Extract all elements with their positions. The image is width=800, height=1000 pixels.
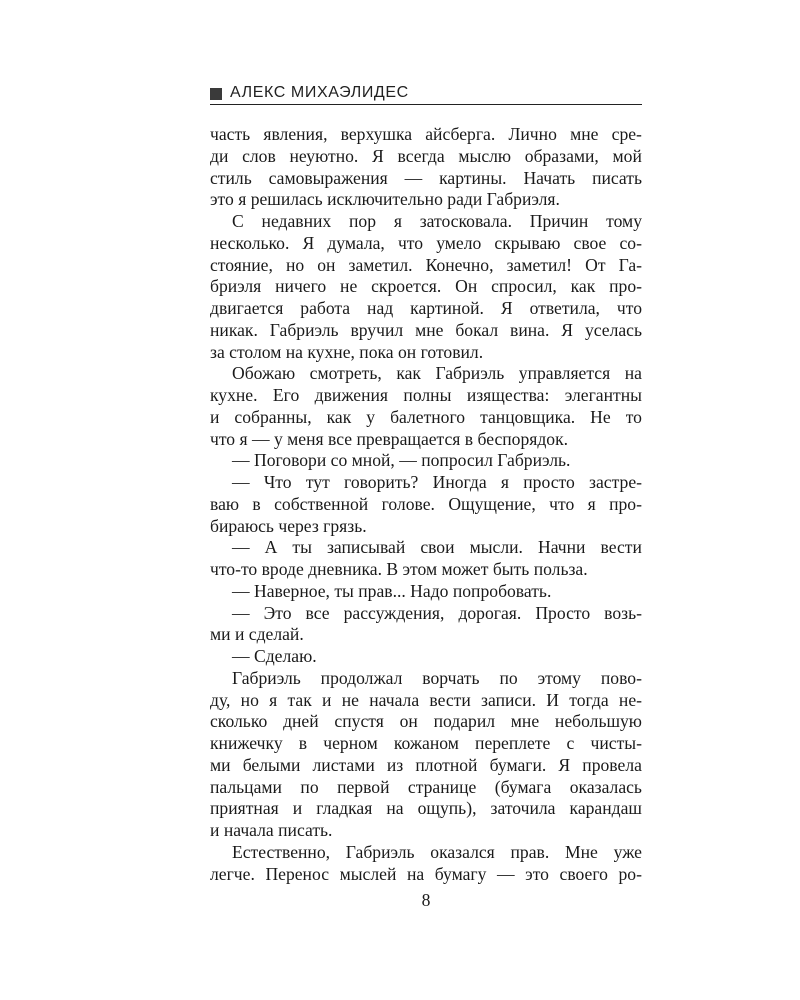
word: подарил [433, 711, 496, 732]
word: этому [537, 667, 581, 688]
word: голове. [381, 493, 435, 514]
word: мыслю [458, 145, 512, 166]
word: карандаш [569, 798, 642, 819]
text-line [210, 603, 642, 625]
word: кухне. [210, 385, 258, 405]
word: ворчать [422, 667, 480, 688]
text-line [210, 146, 642, 168]
word: не- [618, 689, 642, 710]
word: переплете [475, 733, 551, 753]
word: ты [292, 537, 312, 558]
word: и [210, 406, 220, 427]
word: мне [415, 319, 444, 340]
word: в [252, 493, 261, 514]
text-line [210, 777, 642, 799]
text-line [210, 842, 642, 864]
text-line [210, 276, 642, 298]
word: первой [337, 776, 390, 797]
text-line [210, 233, 642, 255]
word: картины. [439, 167, 507, 188]
word: рассуждения, [343, 602, 445, 623]
word: вина. [510, 319, 550, 340]
word: сколько [210, 711, 268, 732]
word: стояние, [210, 254, 273, 275]
word: Я [561, 319, 574, 340]
word: неуютно. [289, 145, 359, 166]
word: стиль [210, 167, 252, 188]
word: Причин [529, 211, 589, 231]
word: черном [323, 733, 378, 753]
word: С [232, 211, 244, 231]
word: просто [523, 472, 575, 492]
word: собственной [274, 493, 369, 514]
body-text [210, 124, 642, 885]
text-line [210, 385, 642, 407]
word: ду, [210, 689, 231, 710]
text-line: это я решилась исключительно ради Габриэля. [210, 189, 560, 210]
word: — [496, 863, 515, 884]
word: айсберга. [425, 124, 496, 144]
text-line [210, 864, 642, 886]
word: у [366, 406, 376, 427]
word: явления, [263, 124, 328, 144]
word: Не [590, 406, 611, 427]
word: скрываю [494, 232, 561, 253]
word: записывай [326, 537, 406, 558]
text-line [210, 320, 642, 342]
word: я [500, 472, 509, 492]
word: верхушка [340, 124, 413, 144]
word: что [397, 232, 424, 253]
word: записи. [481, 689, 537, 710]
word: пово- [600, 667, 642, 688]
word: ро- [618, 863, 642, 884]
word: над [367, 298, 394, 318]
word: спустя [334, 711, 384, 732]
word: тогда [569, 689, 609, 710]
word: не [341, 689, 359, 710]
word: вести [429, 689, 471, 710]
text-line: и начала писать. [210, 820, 333, 840]
word: бумагу [434, 863, 487, 884]
text-line [210, 168, 642, 190]
word: Что [263, 472, 292, 492]
word: Я [372, 145, 384, 166]
word: Это [263, 602, 292, 623]
word: мой [612, 145, 642, 166]
word: но [240, 689, 259, 710]
word: двигается [210, 298, 284, 318]
running-head [210, 82, 642, 105]
word: бумаги. [489, 754, 547, 775]
word: про- [609, 276, 642, 297]
word: танцовщика. [480, 406, 576, 427]
word: на [624, 363, 642, 384]
word: Габриэль [269, 319, 339, 340]
word: возь- [604, 602, 642, 623]
word: писать [592, 167, 642, 188]
text-line [210, 363, 642, 385]
word: Иногда [432, 472, 487, 492]
word: так [287, 689, 312, 710]
word: и [292, 798, 303, 819]
text-line: — Сделаю. [232, 646, 317, 666]
word: движения [314, 385, 388, 405]
word: Просто [535, 602, 591, 623]
word: на [386, 798, 404, 819]
word: смотреть, [309, 363, 382, 384]
text-line: — Поговори со мной, — попросил Габриэль. [232, 450, 571, 471]
text-line [210, 711, 642, 733]
word: недавних [261, 211, 332, 231]
word: ощупь), [417, 798, 477, 819]
word: по [300, 776, 319, 797]
word: спросил, [491, 276, 557, 297]
word: Начать [523, 167, 576, 188]
word: картиной. [410, 298, 484, 318]
text-line: что я — у меня все превращается в беспорядок. [210, 428, 569, 449]
word: управляется [518, 363, 611, 384]
word: уже [613, 841, 642, 862]
word: образами, [524, 145, 599, 166]
word: заточила [490, 798, 556, 819]
word: все [305, 602, 330, 623]
word: Я [302, 232, 315, 253]
word: по [499, 667, 518, 688]
word: — [404, 167, 423, 188]
word: оказалась [569, 776, 642, 797]
text-line [210, 798, 642, 820]
word: вести [600, 537, 642, 558]
word: Естественно, [232, 841, 331, 862]
word: Обожаю [232, 363, 296, 384]
word: заметил! [506, 254, 573, 275]
word: мне [570, 124, 599, 144]
word: Ощущение, [448, 493, 536, 514]
text-line: — Наверное, ты прав... Надо попробовать. [232, 580, 552, 601]
word: работа [300, 298, 351, 318]
word: Габриэль [345, 841, 415, 862]
word: как [570, 276, 596, 297]
word: — [232, 602, 250, 623]
text-line: бираюсь через грязь. [210, 515, 367, 536]
word: начала [369, 689, 420, 710]
word: мне [510, 711, 540, 732]
word: А [264, 537, 278, 558]
word: Он [455, 276, 478, 297]
word: странице [407, 776, 477, 797]
text-line [210, 668, 642, 690]
word: из [386, 754, 404, 775]
word: слов [242, 145, 276, 166]
word: со- [619, 232, 642, 253]
word: небольшую [554, 711, 642, 732]
running-head-author: АЛЕКС МИХАЭЛИДЕС [230, 84, 409, 101]
word: затосковала. [419, 211, 512, 231]
word: скроется. [371, 276, 442, 297]
word: легче. [210, 863, 255, 884]
text-line [210, 124, 642, 146]
word: белыми [242, 754, 301, 775]
word: провела [582, 754, 642, 775]
word: Я [558, 754, 571, 775]
word: чисты- [590, 733, 642, 753]
word: в [298, 733, 308, 753]
text-line [210, 690, 642, 712]
word: он [317, 254, 336, 275]
word: балетного [390, 406, 466, 427]
word: часть [210, 124, 251, 144]
word: От [585, 254, 606, 275]
word: ответила, [529, 298, 600, 318]
word: Начни [537, 537, 586, 558]
word: оказался [430, 841, 495, 862]
word: изящества: [466, 385, 550, 405]
word: бриэля [210, 276, 262, 297]
word: пор [349, 211, 377, 231]
word: всегда [397, 145, 445, 166]
word: книжечку [210, 733, 283, 753]
word: но [285, 254, 305, 275]
word: то [625, 406, 642, 427]
word: не [340, 276, 358, 297]
word: ничего [275, 276, 327, 297]
word: Га- [618, 254, 642, 275]
word: элегантны [564, 385, 642, 405]
word: он [399, 711, 418, 732]
word: приятная [210, 798, 279, 819]
word: как [326, 406, 352, 427]
word: уселась [584, 319, 642, 340]
word: плотной [415, 754, 478, 775]
word: полны [403, 385, 452, 405]
word: это [525, 863, 549, 884]
word: И [546, 689, 560, 710]
word: застре- [589, 472, 642, 492]
word: я [587, 493, 596, 514]
text-line [210, 407, 642, 429]
text-line [210, 537, 642, 559]
word: с [566, 733, 575, 753]
word: свое [573, 232, 607, 253]
text-line [210, 472, 642, 494]
word: — [232, 537, 250, 558]
word: свои [420, 537, 455, 558]
text-line: что-то вроде дневника. В этом может быть польза. [210, 559, 588, 579]
word: дней [283, 711, 319, 732]
word: тому [606, 211, 642, 231]
word: вручил [350, 319, 404, 340]
word: самовыражения [268, 167, 388, 188]
word: Лично [508, 124, 557, 144]
word: — [232, 472, 250, 492]
word: что [549, 493, 575, 514]
word: ваю [210, 493, 240, 514]
word: мыслей [339, 863, 397, 884]
text-line: ми и сделай. [210, 624, 304, 645]
word: несколько. [210, 232, 290, 253]
word: кожаном [393, 733, 459, 753]
word: Перенос [265, 863, 330, 884]
word: собранны, [234, 406, 312, 427]
text-line [210, 733, 642, 755]
word: мысли. [469, 537, 523, 558]
text-line: за столом на кухне, пока он готовил. [210, 341, 484, 362]
text-line [210, 494, 642, 516]
page-number: 8 [421, 890, 431, 910]
word: пальцами [210, 776, 282, 797]
word: думала, [327, 232, 385, 253]
word: я [269, 689, 278, 710]
word: что [616, 298, 642, 318]
word: тут [305, 472, 330, 492]
word: Габриэль [435, 363, 505, 384]
word: ди [210, 145, 229, 166]
word: я [393, 211, 402, 231]
word: Его [272, 385, 300, 405]
word: умело [436, 232, 482, 253]
word: бокал [455, 319, 499, 340]
word: Мне [565, 841, 598, 862]
word: заметил. [348, 254, 413, 275]
word: никак. [210, 319, 258, 340]
word: Габриэль [232, 667, 301, 688]
word: на [406, 863, 425, 884]
square-bullet-icon [210, 88, 222, 100]
word: продолжал [320, 667, 403, 688]
word: своего [559, 863, 608, 884]
word: и [322, 689, 332, 710]
text-line [210, 255, 642, 277]
word: говорить? [344, 472, 419, 492]
word: (бумага [494, 776, 552, 797]
word: как [396, 363, 421, 384]
text-line [210, 211, 642, 233]
text-line [210, 298, 642, 320]
word: про- [609, 493, 642, 514]
word: гладкая [316, 798, 373, 819]
word: дорогая. [458, 602, 522, 623]
word: листами [312, 754, 375, 775]
word: прав. [510, 841, 550, 862]
word: Я [500, 298, 513, 318]
text-line [210, 755, 642, 777]
word: Конечно, [425, 254, 494, 275]
word: сре- [611, 124, 642, 144]
word: ми [210, 754, 231, 775]
